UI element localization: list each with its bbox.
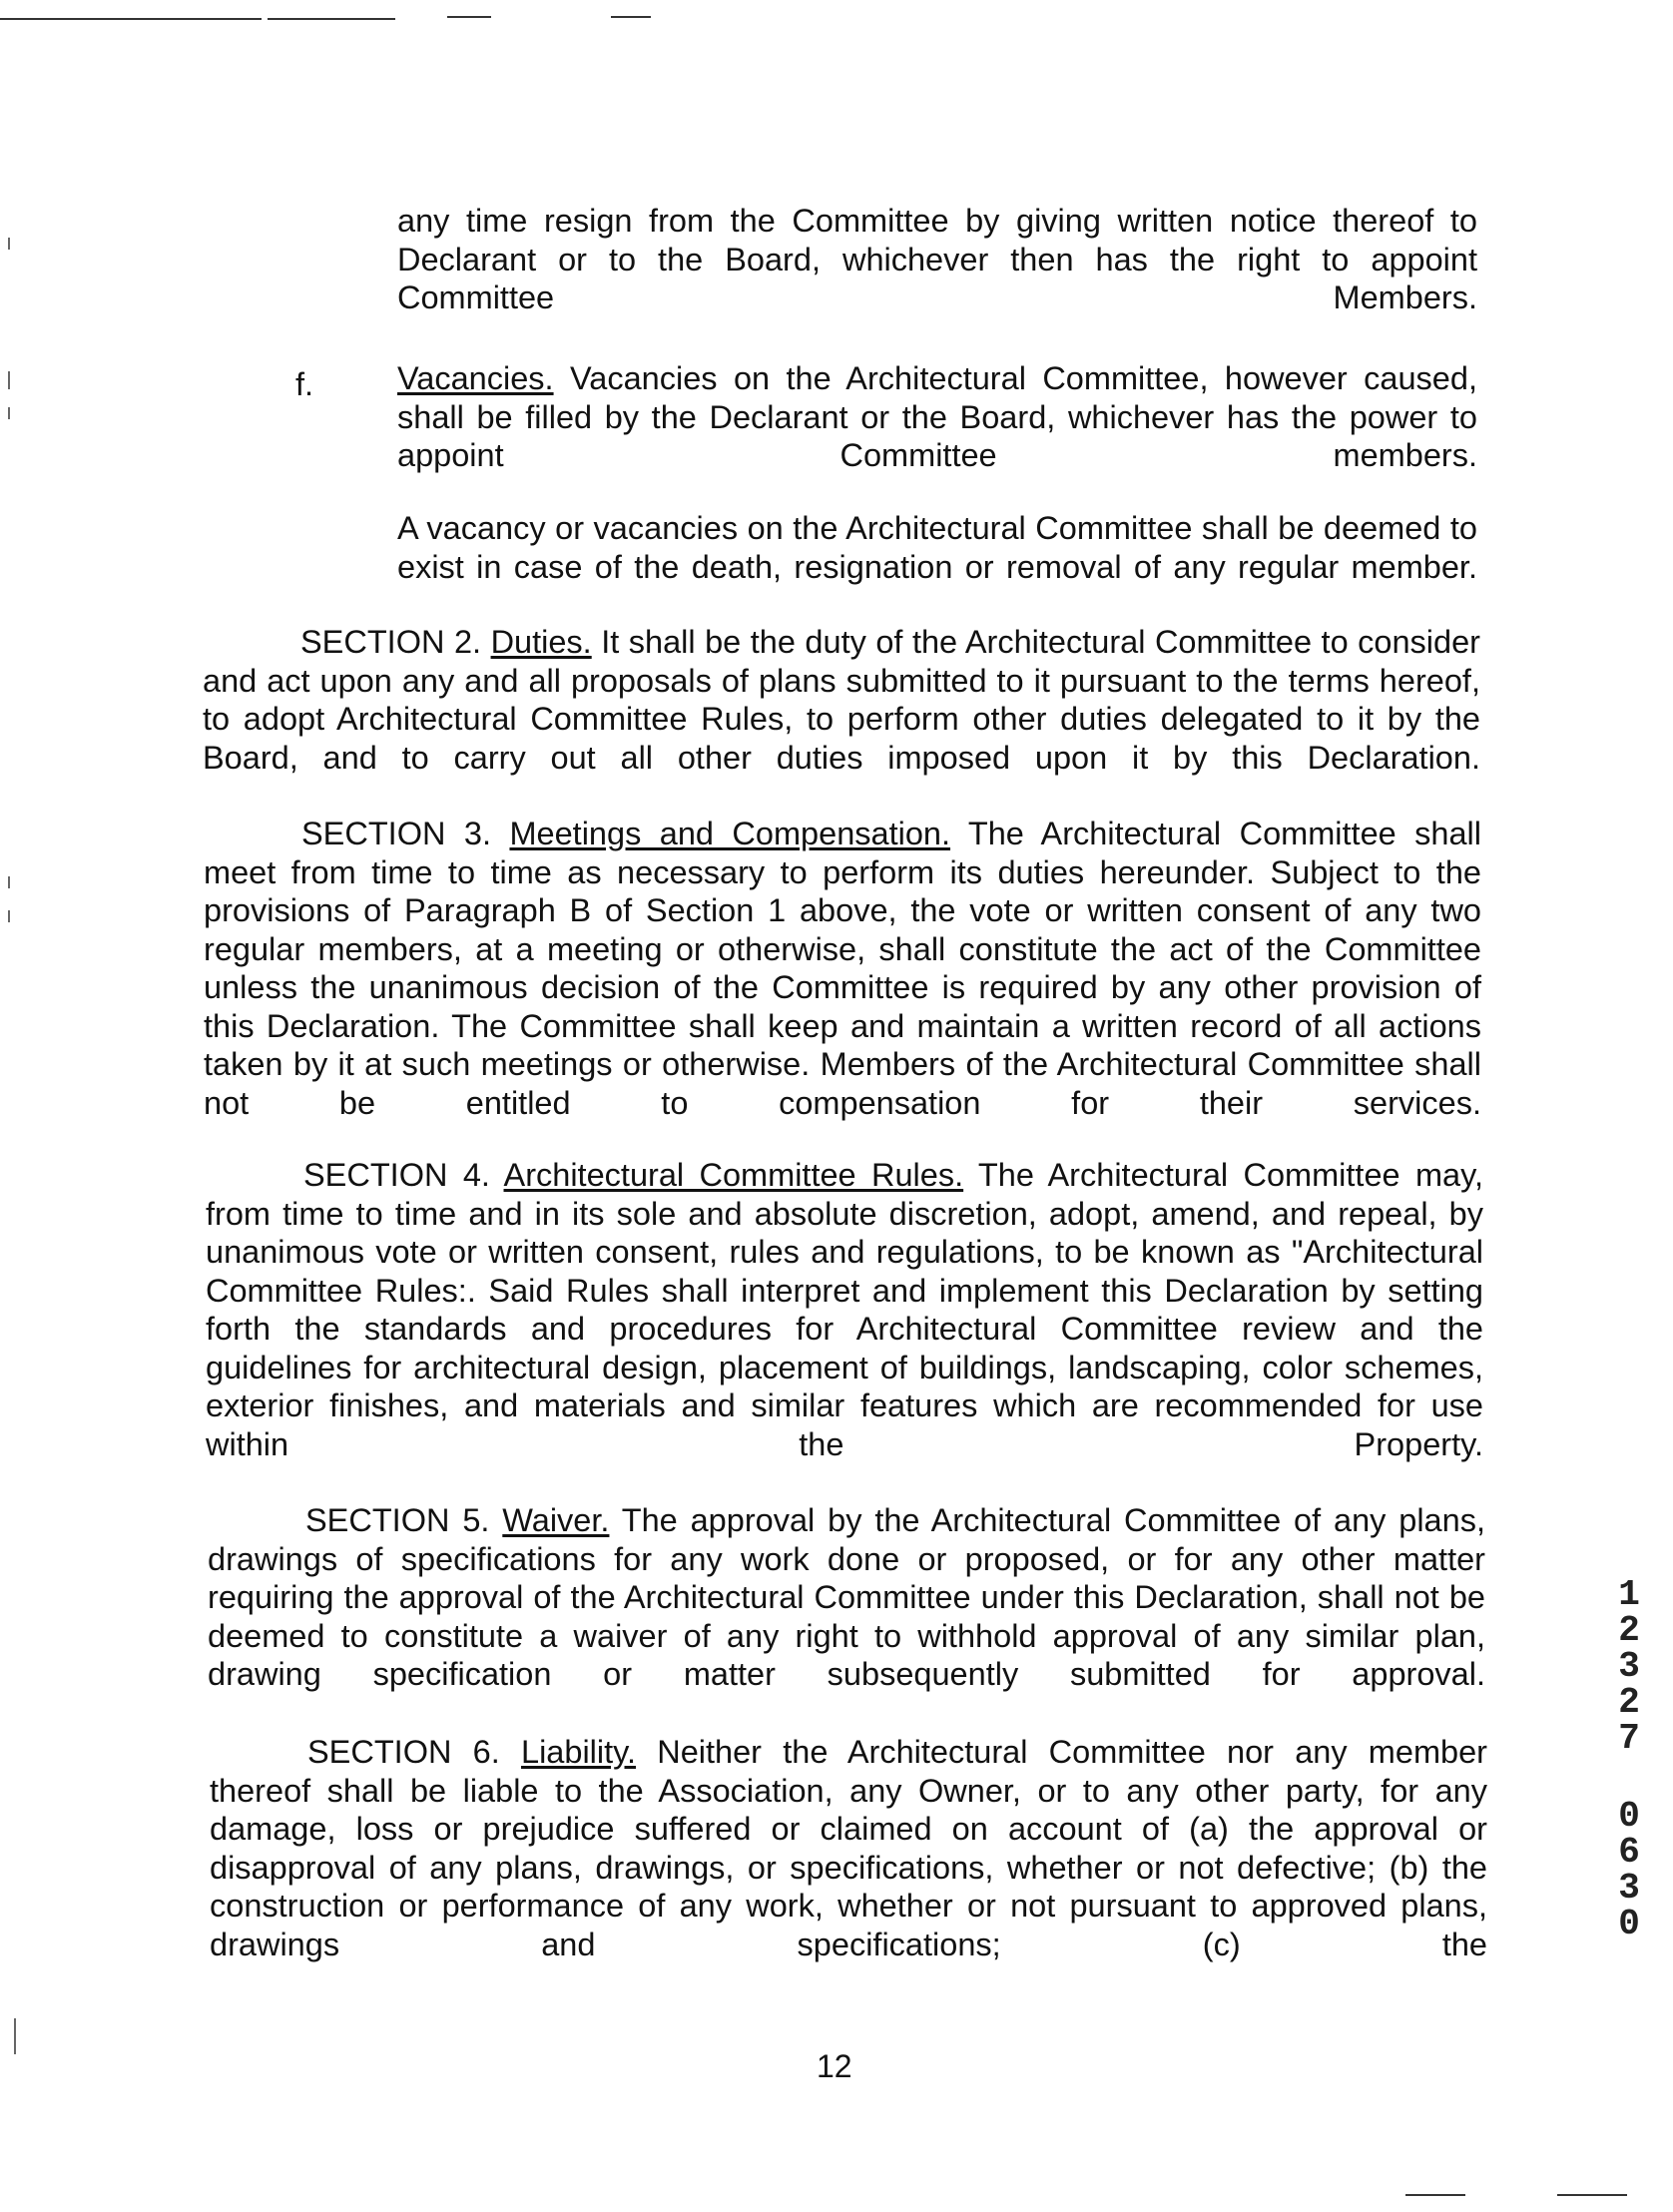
recording-number-stamp — [1609, 1574, 1649, 1944]
section-3 — [204, 815, 1481, 1161]
section-4-heading: Architectural Committee Rules. — [503, 1157, 964, 1193]
margin-tick — [8, 876, 10, 888]
margin-tick — [8, 371, 10, 389]
stamp-digit: 7 — [1618, 1718, 1640, 1759]
section-5-prefix: SECTION 5. — [305, 1502, 503, 1538]
stamp-digit: 6 — [1618, 1832, 1640, 1873]
margin-tick — [8, 910, 10, 922]
section-2-heading: Duties. — [490, 624, 592, 660]
section-4-prefix: SECTION 4. — [303, 1157, 504, 1193]
paragraph-f — [397, 359, 1477, 513]
item-f-label: f. — [295, 366, 314, 402]
paragraph-e-continued: any time resign from the Committee by giving written notice thereof to Declarant or to the Board, whichever then has the right to appoint Committee Members. — [397, 203, 1477, 315]
section-5-heading: Waiver. — [502, 1502, 610, 1538]
bottom-rule-right — [1405, 2194, 1465, 2196]
bottom-rule-right-2 — [1557, 2194, 1627, 2196]
section-5-body: The approval by the Architectural Committee of any plans, drawings of specifications for any work done or proposed, or for any other matter requiring the approval of the Architectural Committee under this Declaration, shall not be deemed to constitute a waiver of any right to withhold approval of any similar plan, drawing specification or matter subsequently submitted for approval. — [208, 1502, 1485, 1692]
section-6-prefix: SECTION 6. — [307, 1734, 521, 1770]
stamp-digit: 3 — [1618, 1868, 1640, 1909]
stamp-digit: 0 — [1618, 1796, 1640, 1837]
section-4 — [206, 1156, 1483, 1502]
margin-tick — [8, 238, 10, 250]
section-5 — [208, 1501, 1485, 1732]
section-2-body: It shall be the duty of the Architectural Committee to consider and act upon any and all proposals of plans submitted to it pursuant to the terms hereof, to adopt Architectural Committee Rules, to perform other duties delegated to it by the Board, and to carry out all other duties imposed upon it by this Declaration. — [203, 624, 1481, 776]
stamp-digit: 2 — [1618, 1610, 1640, 1651]
top-rule-short-1 — [447, 16, 491, 18]
stamp-digit: 2 — [1618, 1682, 1640, 1723]
section-6-heading: Liability. — [521, 1734, 637, 1770]
margin-tick — [14, 2018, 16, 2054]
section-2 — [203, 623, 1480, 816]
stamp-digit: 1 — [1618, 1574, 1640, 1615]
stamp-digit: 3 — [1618, 1646, 1640, 1687]
section-3-body: The Architectural Committee shall meet from time to time as necessary to perform its duties hereunder. Subject to the provisions of Paragraph B of Section 1 above, the vote or written consent of any two regular members, at a meeting or otherwise, shall constitute the act of the Committee unless the unanimous decision of the Committee is required by any other provision of this Declaration. The Committee shall keep and maintain a written record of all actions taken by it at such meetings or otherwise. Members of the Architectural Committee shall not be entitled to compensation for their services. — [204, 816, 1481, 1121]
stamp-digit: 0 — [1618, 1904, 1640, 1944]
section-3-prefix: SECTION 3. — [301, 816, 510, 851]
section-2-prefix: SECTION 2. — [300, 624, 491, 660]
heading-vacancies: Vacancies. — [397, 360, 554, 396]
top-rule-short-2 — [611, 16, 651, 18]
section-6-body: Neither the Architectural Committee nor any member thereof shall be liable to the Association, any Owner, or to any other party, for any damage, loss or prejudice suffered or claimed on account of (a) the approval or disapproval of any plans, drawings, or specifications, whether or not defective; (b) the construction or performance of any work, whether or not pursuant to approved plans, drawings and specifications; (c) the — [210, 1734, 1487, 1962]
paragraph-f-second: A vacancy or vacancies on the Architectural Committee shall be deemed to exist in case of the death, resignation or removal of any regular member. — [397, 510, 1477, 585]
top-rule-mid — [268, 18, 395, 20]
section-4-body: The Architectural Committee may, from time to time and in its sole and absolute discretion, adopt, amend, and repeal, by unanimous vote or written consent, rules and regulations, to be known as "Architectural Committee Rules:. Said Rules shall interpret and implement this Declaration by setting forth the standards and procedures for Architectural Committee review and the guidelines for architectural design, placement of buildings, landscaping, color schemes, exterior finishes, and materials and similar features which are recommended for use within the Property. — [206, 1157, 1483, 1462]
top-rule-left — [0, 18, 262, 20]
section-3-heading: Meetings and Compensation. — [509, 816, 951, 851]
margin-tick — [8, 407, 10, 419]
paragraph-f-body: Vacancies on the Architectural Committee, however caused, shall be filled by the Declarant or the Board, whichever has the power to appoint Committee members. — [397, 360, 1477, 473]
page-number: 12 — [817, 2048, 852, 2084]
section-6 — [210, 1733, 1487, 2002]
